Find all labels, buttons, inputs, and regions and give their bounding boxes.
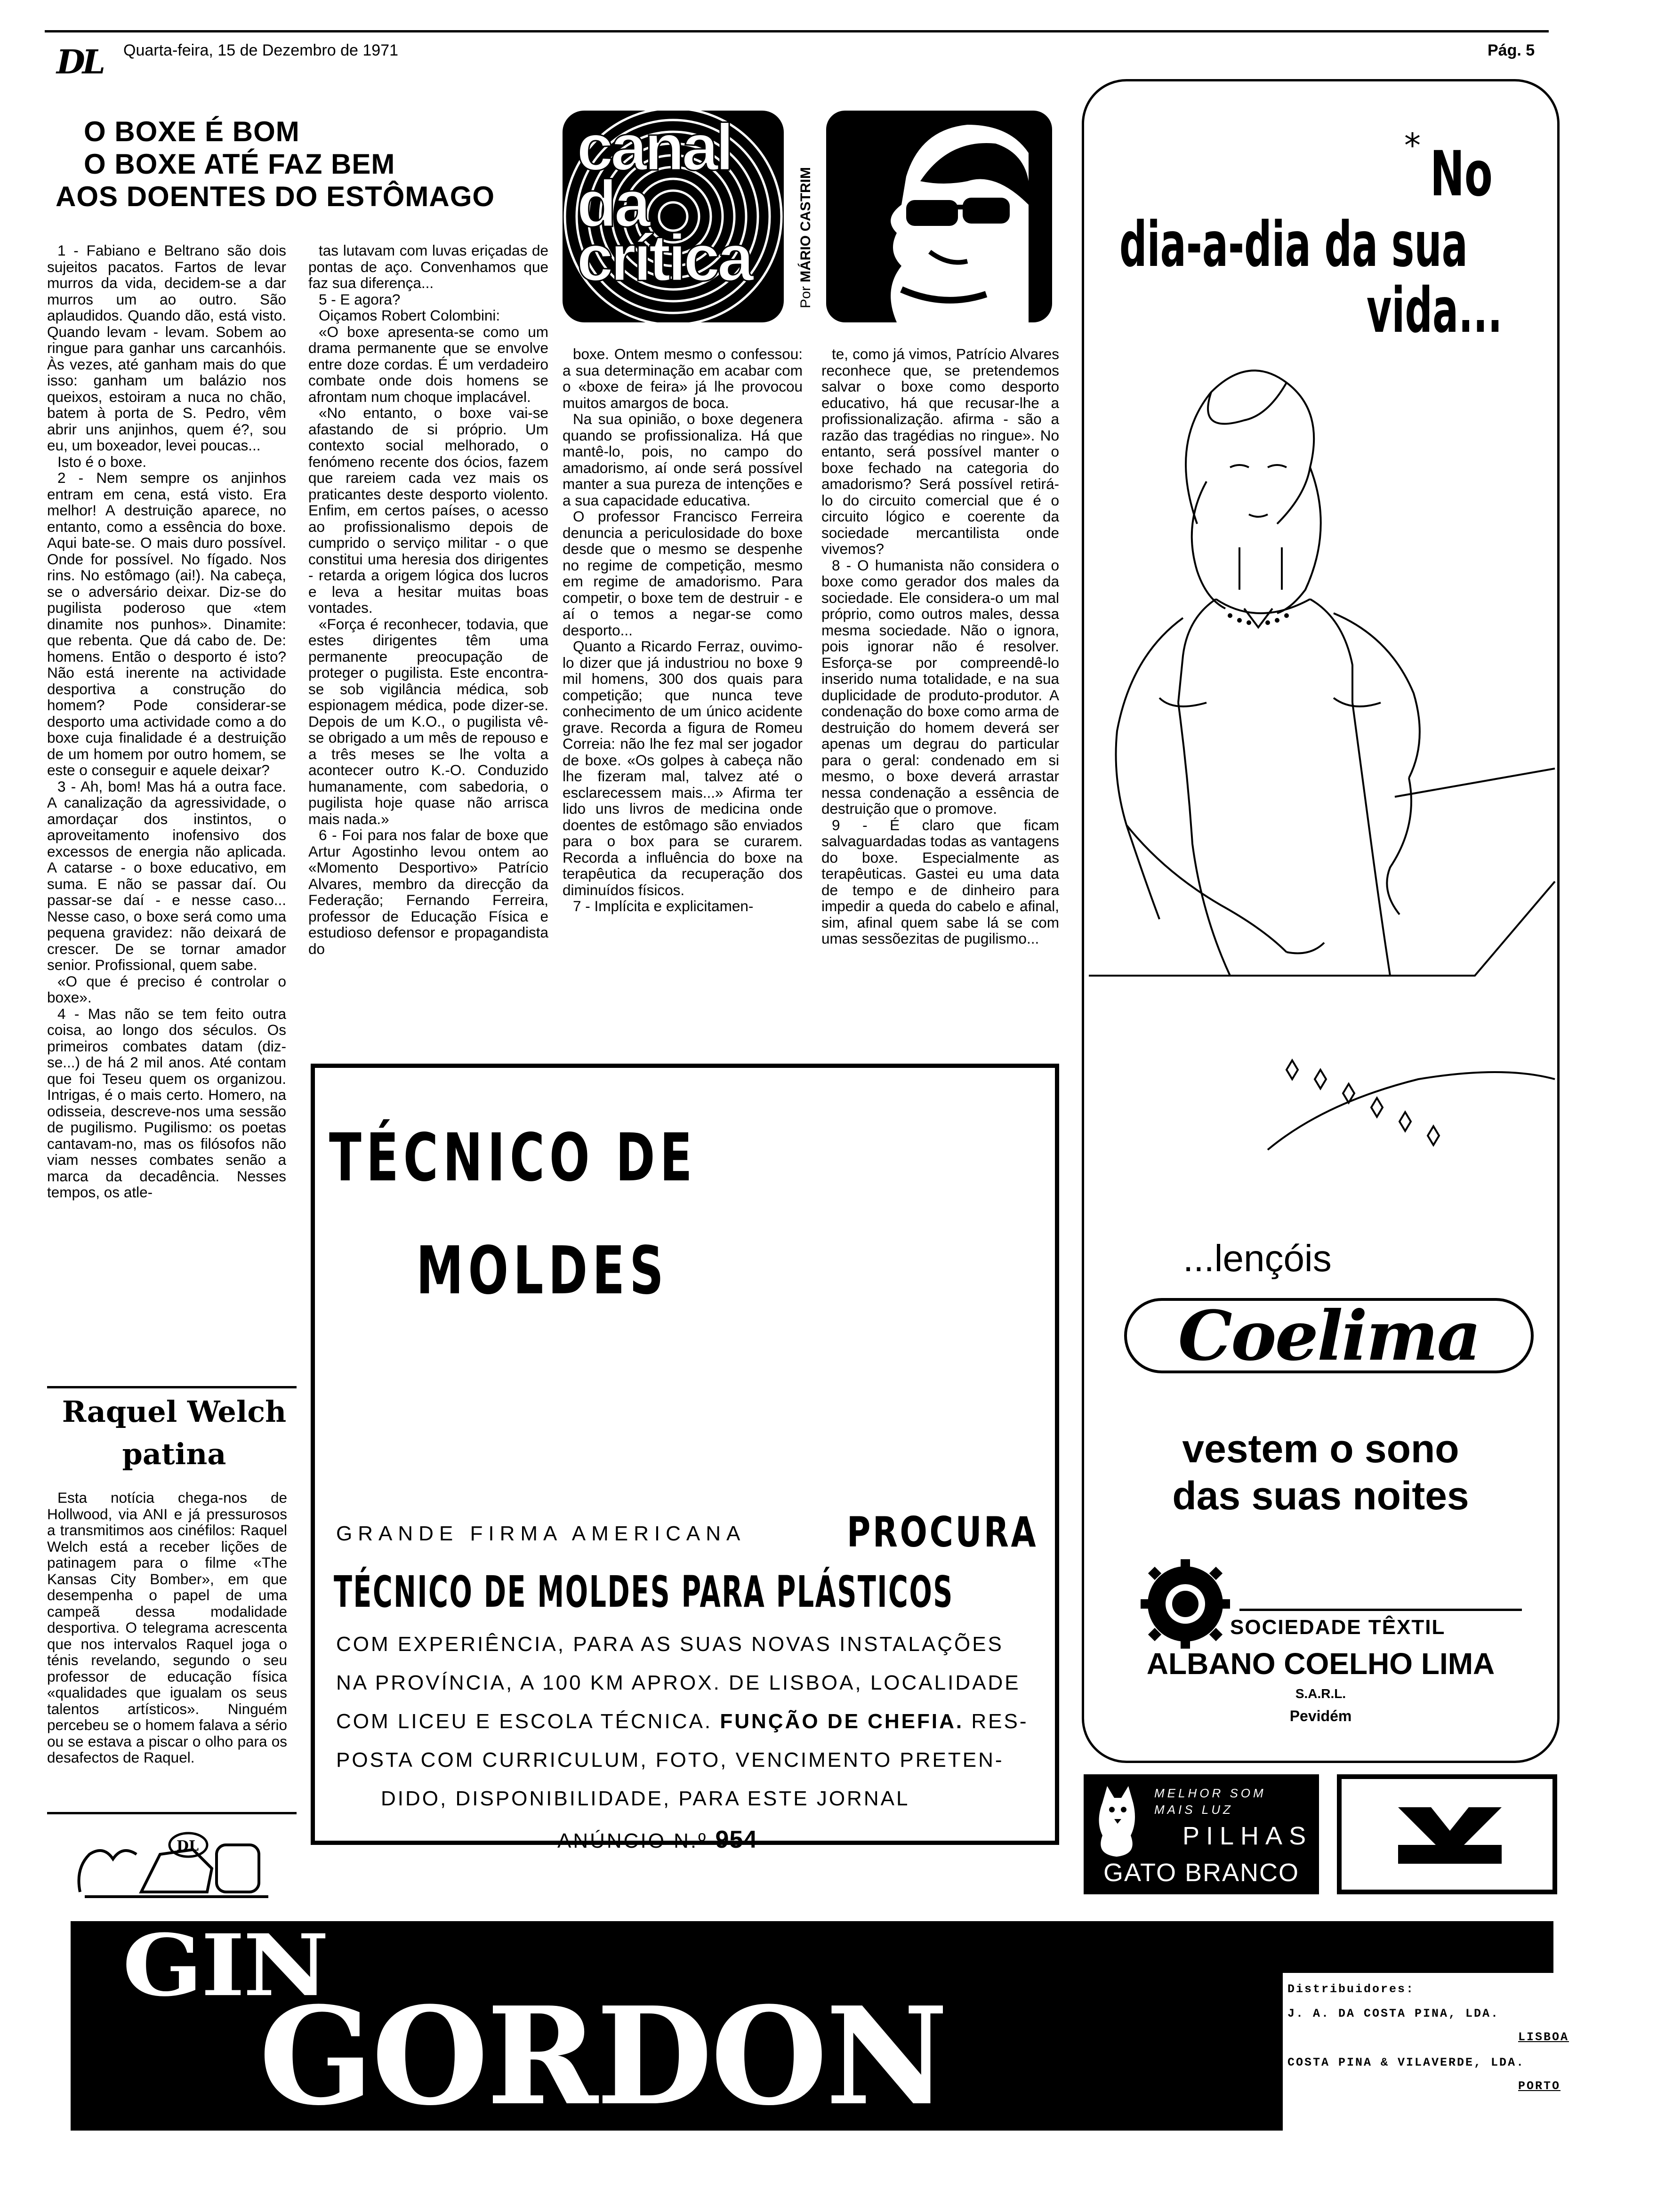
ad-line: DIDO, DISPONIBILIDADE, PARA ESTE JORNAL bbox=[381, 1787, 910, 1810]
columnist-byline bbox=[784, 111, 819, 322]
paragraph: 4 - Mas não se tem feito outra coisa, ao longo dos séculos. Os primeiros combates datam (diz-se...) de há 2 mil anos. Até contam que foi Teseu quem os organizou. Intrigas, é o mais certo. Homero, na odisseia, descreve-nos uma sessão de pugilismo. Pugilismo: os poetas cantavam-no, mas os filósofos não viam nesses combates senão a marca da decadência. Nesses tempos, os atle- bbox=[47, 1005, 286, 1201]
dist-city-1: LISBOA bbox=[1518, 2030, 1569, 2044]
stamp-text: DL bbox=[177, 1838, 199, 1854]
byline-prefix: Por bbox=[798, 286, 813, 308]
ad-subtitle: TÉCNICO DE MOLDES PARA PLÁSTICOS bbox=[334, 1567, 954, 1617]
gato-line-4: GATO BRANCO bbox=[1103, 1859, 1300, 1887]
dist-label: Distribuidores: bbox=[1287, 1982, 1415, 1996]
slogan-line: vestem o sono bbox=[1182, 1427, 1459, 1471]
ad-line-part: COM LICEU E ESCOLA TÉCNICA. bbox=[336, 1710, 720, 1733]
page-number: Pág. 5 bbox=[1488, 41, 1535, 59]
abstract-logo-ad bbox=[1337, 1774, 1557, 1894]
article-column-3 bbox=[563, 346, 803, 914]
paragraph: 9 - É claro que ficam salvaguardadas todas as vantagens do boxe. Especialmente as terapêuticas. Gastei eu uma data de tempo e de dinheiro para impedir a queda do cabelo e afinal, sim, afinal quem sabe lá se com umas sessõezitas de pugilismo... bbox=[821, 816, 1059, 947]
coelima-brand-mark bbox=[1124, 1296, 1534, 1376]
gin-gordon-ad bbox=[71, 1915, 1569, 2135]
paragraph: «No entanto, o boxe vai-se afastando de si próprio. Um contexto social melhorado, o fenómeno recente dos ócios, fazem que rareiem cada vez mais os praticantes deste desporto violento. Enfim, em certos países, o acesso ao profissionalismo depois de cumprido o serviço militar - o que constitui uma heresia dos dirigentes - retarda a origem lógica dos lucros e leva a hesitar muitas boas vontades. bbox=[308, 404, 548, 616]
gato-line-3: PILHAS bbox=[1182, 1822, 1313, 1850]
gear-emblem-icon bbox=[1141, 1559, 1230, 1649]
paragraph: 1 - Fabiano e Beltrano são dois sujeitos pacatos. Fartos de levar murros da vida, decidem-se a dar murros um ao outro. São aplaudidos. Quando dão, está visto. Quando levam - levam. Sobem ao ringue para ganhar uns carcanhóis. Às vezes, até ganham mais do que isso: ganham um balázio nos queixos, estoiram a nuca no chão, batem à porta de S. Pedro, vêm abrir uns anjinhos, quem é?, sou eu, um boxeador, levei poucas... bbox=[47, 242, 286, 454]
article-column-1 bbox=[47, 242, 286, 1201]
anuncio-number: 954 bbox=[715, 1826, 758, 1853]
paragraph: tas lutavam com luvas eriçadas de pontas de aço. Convenhamos que faz sua diferença... bbox=[308, 242, 548, 291]
ad-procura: PROCURA bbox=[847, 1508, 1038, 1556]
paragraph: Isto é o boxe. bbox=[57, 453, 147, 470]
paragraph: 5 - E agora? bbox=[319, 290, 401, 308]
gato-line-2: MAIS LUZ bbox=[1154, 1803, 1233, 1817]
raquel-headline-line: Raquel Welch bbox=[62, 1395, 287, 1429]
raquel-body bbox=[47, 1490, 287, 1766]
slogan-line: das suas noites bbox=[1172, 1474, 1469, 1518]
columnist-portrait bbox=[826, 111, 1052, 322]
paragraph: 2 - Nem sempre os anjinhos entram em cena, está visto. Era melhor! A destruição aparece, no entanto, como a essência do boxe. Aqui bate-se. O mais duro possível. Onde for possível. No fígado. Nos rins. No estômago (ai!). Na cabeça, se o adversário deixar. Diz-se do pugilista poderoso que «tem dinamite nos punhos». Dinamite: que rebenta. Que dá cabo de. De: homens. Então o desporto é isto? Não está inerente na actividade desportiva a construção do homem? Pode considerar-se desporto uma actividade como a do boxe cuja finalidade é a destruição de um homem por outro homem, se este o conseguir e aquele deixar? bbox=[47, 469, 286, 778]
raquel-headline-line: patina bbox=[122, 1437, 226, 1471]
company-label: SOCIEDADE TÊXTIL bbox=[1230, 1616, 1446, 1639]
canal-word: canal bbox=[577, 110, 731, 184]
paragraph: O professor Francisco Ferreira denuncia a periculosidade do boxe desde que o mesmo se despenhe no regime de competição, mesmo em regime de amadorismo. Para competir, o boxe tem de destruir - e aí o temos a negar-se como desporto... bbox=[563, 508, 803, 639]
headline-line: AOS DOENTES DO ESTÔMAGO bbox=[56, 181, 495, 212]
paragraph: Esta notícia chega-nos de Hollwood, via ANI e já pressurosos a transmitimos aos cinéfilos: Raquel Welch está a receber lições de patinagem para o filme «The Kansas City Bomber», em que desempenha o papel de uma campeã dessa modalidade desportiva. O telegrama acrescenta que nos intervalos Raquel joga o ténis revelando, segundo o seu professor de educação física «qualidades que igualam os seus talentos artísticos». Ninguém percebeu se o homem falava a sério ou se estava a piscar o olho para os desafectos de Raquel. bbox=[47, 1489, 287, 1766]
headline-line: O BOXE ATÉ FAZ BEM bbox=[84, 148, 395, 180]
article-column-4 bbox=[821, 346, 1059, 947]
gato-branco-ad bbox=[1084, 1774, 1319, 1894]
ad-star: * bbox=[1404, 126, 1421, 165]
paragraph: Na sua opinião, o boxe degenera quando se profissionaliza. Há que mantê-lo, pois, no campo do amadorismo, aí onde será possível manter a sua pureza de intenções e a sua capacidade educativa. bbox=[563, 410, 803, 509]
dateline: Quarta-feira, 15 de Dezembro de 1971 bbox=[123, 41, 399, 59]
byline-name: MÁRIO CASTRIM bbox=[798, 167, 813, 282]
paragraph: Oiçamos Robert Colombini: bbox=[319, 307, 500, 324]
gordon-word: GORDON bbox=[259, 1978, 947, 2135]
ad-line: POSTA COM CURRICULUM, FOTO, VENCIMENTO PRETEN- bbox=[336, 1748, 1004, 1771]
canal-da-critica-logo bbox=[563, 111, 784, 322]
distributors-panel bbox=[1283, 1973, 1631, 2131]
cartoon-image bbox=[71, 1826, 278, 1901]
ad-big-line-1: TÉCNICO DE bbox=[329, 1120, 697, 1196]
tecnico-moldes-ad bbox=[311, 1064, 1059, 1853]
portrait-image bbox=[826, 111, 1052, 322]
woman-illustration bbox=[1089, 326, 1555, 1173]
company-rule bbox=[1239, 1609, 1522, 1611]
ad-line bbox=[336, 1710, 1029, 1733]
paragraph: 7 - Implícita e explicitamen- bbox=[573, 898, 754, 914]
company-place: Pevidém bbox=[1289, 1707, 1352, 1724]
company-type: S.A.R.L. bbox=[1295, 1686, 1346, 1701]
newspaper-logo: DL bbox=[56, 42, 103, 81]
ad-firm: GRANDE FIRMA AMERICANA bbox=[336, 1522, 746, 1545]
critica-word: crítica bbox=[577, 221, 751, 295]
article-headline bbox=[56, 115, 545, 213]
dist-city-2: PORTO bbox=[1518, 2079, 1561, 2093]
company-name: ALBANO COELHO LIMA bbox=[1146, 1647, 1495, 1681]
paragraph: 6 - Foi para nos falar de boxe que Artur Agostinho levou ontem ao «Momento Desportivo» Patrício Alvares, membro da direcção da Federação; Fernando Ferreira, professor de Educação Física e estudioso defensor e propagandista do bbox=[308, 826, 548, 957]
cat-icon bbox=[1093, 1784, 1140, 1859]
raquel-headline bbox=[47, 1391, 301, 1475]
ad-line: NA PROVÍNCIA, A 100 KM APROX. DE LISBOA, LOCALIDADE bbox=[336, 1671, 1021, 1694]
ad-chefia: FUNÇÃO DE CHEFIA. bbox=[720, 1710, 964, 1733]
article-column-2 bbox=[308, 242, 548, 957]
paragraph: 8 - O humanista não considera o boxe como gerador dos males da sociedade. Ele considera-o um mal próprio, como outros males, dessa mesma sociedade. Não o ignora, pois ignorar não é resolver. Esforça-se por compreendê-lo inserido numa totalidade, e na sua duplicidade de produto-produtor. A condenação do boxe como arma de destruição do homem deverá ser apenas um degrau do particular para o geral: condenado em si mesmo, o boxe deverá arrastar nessa condenação a essência de destruição que o promove. bbox=[821, 556, 1059, 817]
ad-tag-line-3: vida... bbox=[1367, 274, 1503, 347]
ad-line: COM EXPERIÊNCIA, PARA AS SUAS NOVAS INSTALAÇÕES bbox=[336, 1633, 1004, 1656]
headline-line: O BOXE É BOM bbox=[84, 116, 300, 147]
dist-1: J. A. DA COSTA PINA, LDA. bbox=[1287, 2007, 1500, 2020]
ad-big-line-2: MOLDES bbox=[416, 1233, 668, 1309]
paragraph: «O boxe apresenta-se como um drama permanente que se envolve entre doze cordas. É um verdadeiro combate onde dois homens se afrontam num choque implacável. bbox=[308, 323, 548, 405]
da-word: da bbox=[577, 167, 648, 240]
masthead-rule bbox=[45, 30, 1549, 32]
paragraph: «Força é reconhecer, todavia, que estes dirigentes têm uma permanente preocupação de proteger o pugilista. Este encontra-se sob vigilância médica, sob espionagem médica, pode dizer-se. Depois de um K.O., o pugilista vê-se obrigado a um mês de repouso e a três meses se lhe volta a acontecer outro K.-O. Conduzido humanamente, com sabedoria, o pugilista hoje quase não arrisca mais nada.» bbox=[308, 615, 548, 827]
dl-cartoon-stamp bbox=[71, 1826, 278, 1901]
coelima-brand: Coelima bbox=[1178, 1296, 1480, 1376]
dist-2: COSTA PINA & VILAVERDE, LDA. bbox=[1287, 2056, 1525, 2069]
bird-logo-icon bbox=[1398, 1798, 1502, 1873]
paragraph: «O que é preciso é controlar o boxe». bbox=[47, 972, 286, 1006]
ad-line-part: RES- bbox=[964, 1710, 1029, 1733]
coelima-slogan bbox=[1084, 1425, 1557, 1519]
section-rule bbox=[47, 1812, 297, 1814]
gato-line-1: MELHOR SOM bbox=[1154, 1786, 1266, 1800]
paragraph: te, como já vimos, Patrício Alvares reconhece que, se pretendemos salvar o boxe como desporto educativo, há que recusar-lhe a profissionalização. afirma - são a razão das tragédias no ringue». No entanto, será possível manter o boxe fechado na categoria do amadorismo? Será possível retirá-lo do circuito comercial que é o circuito lógico e coerente da sociedade mercantilista onde vivemos? bbox=[821, 345, 1059, 557]
section-rule bbox=[47, 1386, 297, 1388]
anuncio-label: ANÚNCIO N.º bbox=[557, 1829, 708, 1852]
ad-tag-line-1: No bbox=[1430, 138, 1493, 210]
ad-lencois: ...lençóis bbox=[1183, 1237, 1332, 1279]
paragraph: boxe. Ontem mesmo o confessou: a sua determinação em acabar com o «boxe de feira» já lhe provocou muitos amargos de boca. bbox=[563, 345, 803, 411]
paragraph: Quanto a Ricardo Ferraz, ouvimo-lo dizer que já industriou no boxe 9 mil homens, 300 dos quais para competição; que nunca teve conhecimento de um único acidente grave. Recorda a figura de Romeu Correia: não lhe fez mal ser jogador de boxe. «Os golpes à cabeça não lhe fizeram mal, talvez até o esclarecessem mais...» Afirma ter lido uns livros de medicina onde doentes de estômago são enviados para o box para se curarem. Recorda a influência do boxe na terapêutica da recuperação dos diminuídos físicos. bbox=[563, 638, 803, 898]
coelima-ad bbox=[1082, 79, 1560, 1763]
paragraph: 3 - Ah, bom! Mas há a outra face. A canalização da agressividade, o amordaçar dos instintos, o aproveitamento inofensivo dos excessos de energia não aplicada. A catarse - o boxe educativo, em suma. E não se passar daí. Ou passar-se daí - e nesse caso... Nesse caso, o boxe será como uma pequena gravidez: não deixará de crescer. De se tornar amador senior. Profissional, quem sabe. bbox=[47, 777, 286, 973]
ad-anuncio bbox=[557, 1826, 757, 1854]
ad-tag-line-2: dia-a-dia da sua bbox=[1119, 208, 1468, 281]
gin-word: GIN bbox=[122, 1915, 328, 2016]
